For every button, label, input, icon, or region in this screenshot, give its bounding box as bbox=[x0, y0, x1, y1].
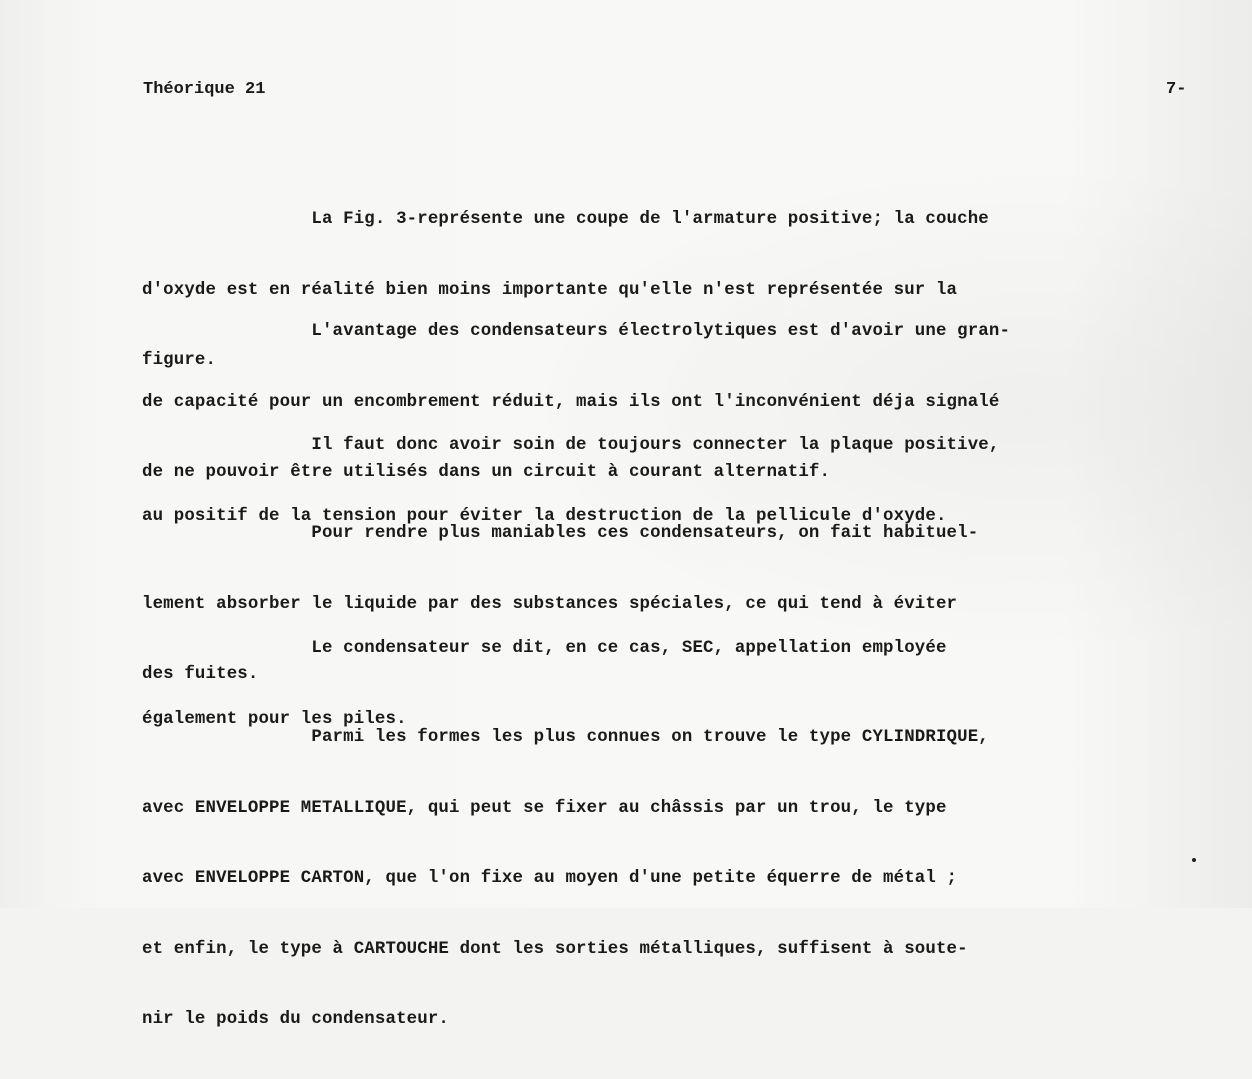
paragraph-line: d'oxyde est en réalité bien moins importante qu'elle n'est représentée sur la bbox=[142, 280, 958, 300]
paragraph-line: au positif de la tension pour éviter la destruction de la pellicule d'oxyde. bbox=[142, 506, 947, 526]
paragraph-line: nir le poids du condensateur. bbox=[142, 1010, 449, 1029]
page-header-title: Théorique 21 bbox=[143, 80, 266, 99]
paragraph-line: de ne pouvoir être utilisés dans un circuit à courant alternatif. bbox=[142, 463, 831, 482]
paragraph-line: Parmi les formes les plus connues on trouve le type CYLINDRIQUE, bbox=[142, 728, 989, 747]
page-number: 7- bbox=[1166, 80, 1187, 99]
paragraph-line: L'avantage des condensateurs électrolytiques est d'avoir une gran- bbox=[142, 322, 1011, 341]
paragraph-line: Pour rendre plus maniables ces condensateurs, on fait habituel- bbox=[142, 524, 979, 543]
paragraph-line: lement absorber le liquide par des substances spéciales, ce qui tend à éviter bbox=[142, 594, 958, 614]
paragraph-line: avec ENVELOPPE METALLIQUE, qui peut se fixer au châssis par un trou, le type bbox=[142, 798, 947, 818]
speck-mark bbox=[1192, 858, 1196, 862]
paragraph-line: Le condensateur se dit, en ce cas, SEC, appellation employée bbox=[142, 639, 947, 658]
paragraph-line: et enfin, le type à CARTOUCHE dont les sorties métalliques, suffisent à soute- bbox=[142, 939, 968, 959]
paragraph-line: La Fig. 3-représente une coupe de l'armature positive; la couche bbox=[142, 210, 989, 229]
paragraph-line: Il faut donc avoir soin de toujours connecter la plaque positive, bbox=[142, 436, 1000, 455]
paragraph-line: figure. bbox=[142, 351, 217, 370]
paragraph-line: avec ENVELOPPE CARTON, que l'on fixe au moyen d'une petite équerre de métal ; bbox=[142, 869, 958, 888]
paragraph-line: de capacité pour un encombrement réduit, mais ils ont l'inconvénient déja signalé bbox=[142, 392, 1000, 412]
paragraph-line: des fuites. bbox=[142, 665, 259, 684]
paragraph-line: également pour les piles. bbox=[142, 709, 407, 729]
paragraph-6 bbox=[142, 679, 1202, 1079]
